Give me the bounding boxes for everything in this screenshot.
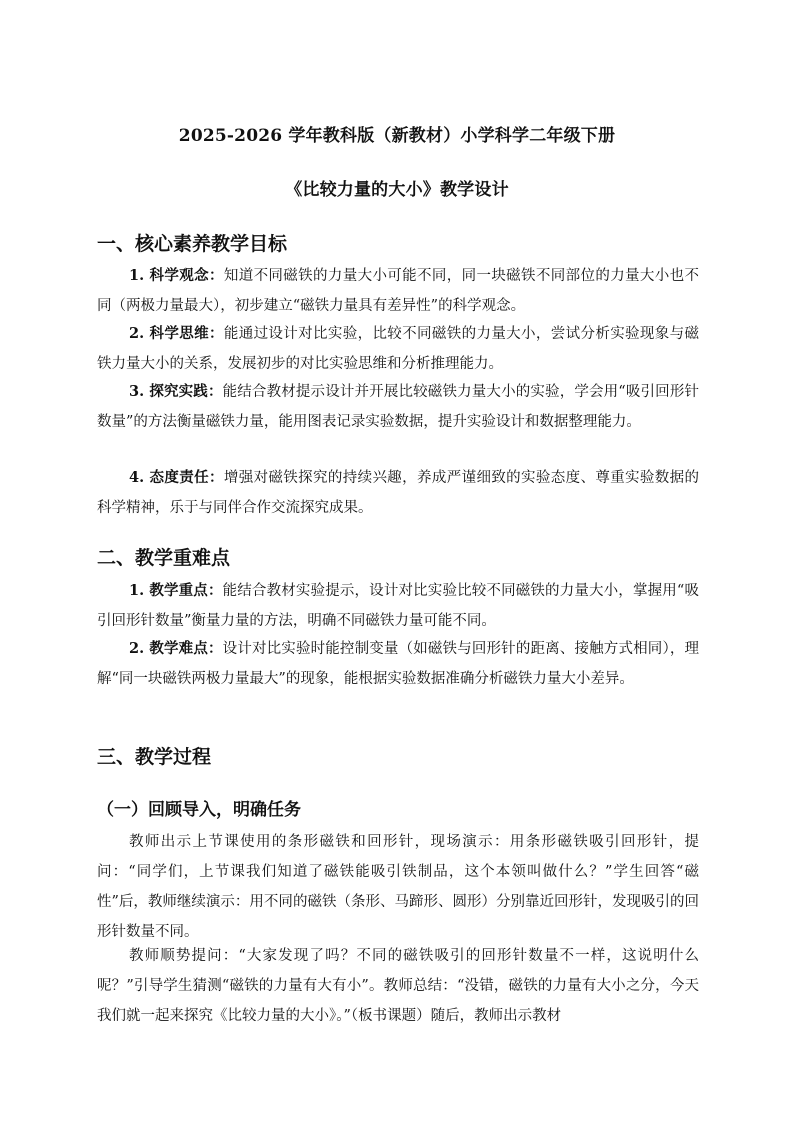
objective-item-2 [97,319,699,379]
keypoint-item-1 [97,576,699,636]
objective-item-2-label: 2. 科学思维： [129,325,224,342]
objective-item-4 [97,463,699,523]
keypoint-item-2-label: 2. 教学难点： [129,640,223,657]
section-3-1-heading: （一）回顾导入，明确任务 [97,800,301,820]
objective-item-4-text: 增强对磁铁探究的持续兴趣，养成严谨细致的实验态度、尊重实验数据的科学精神，乐于与同伴合作交流探究成果。 [97,470,699,516]
section-1-heading: 一、核心素养教学目标 [97,233,288,255]
objective-item-3-text: 能结合教材提示设计并开展比较磁铁力量大小的实验，学会用“吸引回形针数量”的方法衡量磁铁力量，能用图表记录实验数据，提升实验设计和数据整理能力。 [97,384,699,430]
objective-item-1 [97,261,699,321]
objective-item-1-label: 1. 科学观念： [129,267,224,284]
objective-item-1-text: 知道不同磁铁的力量大小可能不同，同一块磁铁不同部位的力量大小也不同（两极力量最大），初步建立“磁铁力量具有差异性”的科学观念。 [97,268,699,314]
keypoint-item-2 [97,634,699,694]
section-3-heading: 三、教学过程 [97,746,212,768]
process-paragraph-2: 教师顺势提问：“大家发现了吗？不同的磁铁吸引的回形针数量不一样，这说明什么呢？”引导学生猜测“磁铁的力量有大有小”。教师总结：“没错，磁铁的力量有大小之分，今天我们就一起来探究《比较力量的大小》。”（板书课题）随后，教师出示教材 [97,948,699,1024]
objective-item-3-label: 3. 探究实践： [129,383,223,400]
objective-item-4-label: 4. 态度责任： [129,469,224,486]
keypoint-item-1-label: 1. 教学重点： [129,582,223,599]
objective-item-2-text: 能通过设计对比实验，比较不同磁铁的力量大小，尝试分析实验现象与磁铁力量大小的关系，发展初步的对比实验思维和分析推理能力。 [97,326,699,372]
section-2-heading: 二、教学重难点 [97,547,231,569]
keypoint-item-2-text: 设计对比实验时能控制变量（如磁铁与回形针的距离、接触方式相同），理解“同一块磁铁两极力量最大”的现象，能根据实验数据准确分析磁铁力量大小差异。 [97,641,700,687]
keypoint-item-1-text: 能结合教材实验提示，设计对比实验比较不同磁铁的力量大小，掌握用“吸引回形针数量”衡量力量的方法，明确不同磁铁力量可能不同。 [97,583,699,629]
objective-item-3 [97,377,699,437]
process-paragraph-1: 教师出示上节课使用的条形磁铁和回形针，现场演示：用条形磁铁吸引回形针，提问：“同学们，上节课我们知道了磁铁能吸引铁制品，这个本领叫做什么？”学生回答“磁性”后，教师继续演示：用不同的磁铁（条形、马蹄形、圆形）分别靠近回形针，发现吸引的回形针数量不同。 [97,834,699,940]
document-title: 2025-2026 学年教科版（新教材）小学科学二年级下册 [178,126,616,146]
document-subtitle: 《比较力量的大小》教学设计 [285,180,509,200]
